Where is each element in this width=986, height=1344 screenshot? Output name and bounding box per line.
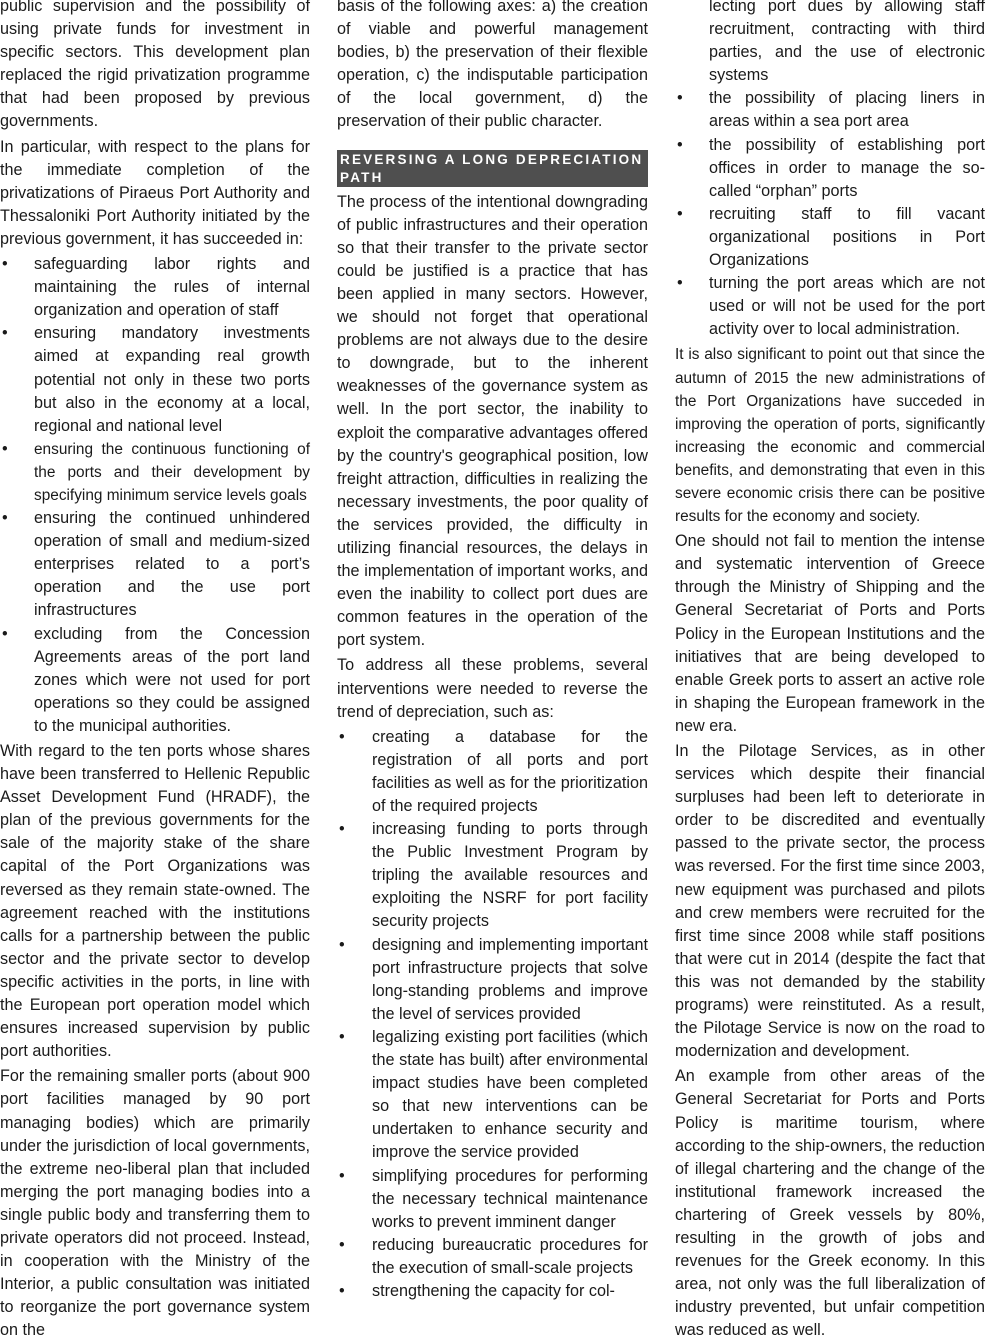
- list-item: • reducing bureaucratic procedures for the execution of small-scale projects: [339, 1235, 648, 1277]
- paragraph: An example from other areas of the General Secretariat for Ports and Ports Policy is maritime tourism, where according to the ship-owners, the reduction of illegal chartering and the change of the institutional framework increased the chartering of Greek vessels by 80%, resulting in the growth of jobs and revenues for the Greek economy. In this area, not only was the full liberalization of industry prevented, but unfair competition was reduced as well.: [675, 1067, 985, 1340]
- list-item: • turning the port areas which are not used or will not be used for the port activity over to local administration.: [677, 274, 985, 339]
- bullet-marker: •: [339, 1235, 345, 1254]
- bullet-marker: •: [677, 204, 683, 223]
- bullet-marker: •: [339, 1166, 345, 1185]
- list-item: • designing and implementing important port infrastructure projects that solve long-standing problems and improve the level of services provided: [339, 935, 648, 1023]
- bullet-list: [675, 0, 985, 341]
- text-column-left: [0, 0, 310, 1344]
- paragraph: The process of the intentional downgrading of public infrastructures and their operation so that their transfer to the private sector could be justified is a practice that has been applied in many sectors. However, we should not forget that operational problems are not always due to the desire to downgrade, but to the inherent weaknesses of the governance system as well. In the port sector, the inability to exploit the comparative advantages offered by the country's geographical position, low freight attraction, difficulties in realizing the necessary investments, the poor quality of the services provided, the difficulty in utilizing financial resources, the delays in the implementation of important works, and even the inability to collect port dues are common features in the operation of the port system.: [337, 192, 648, 650]
- bullet-marker: •: [2, 509, 8, 528]
- paragraph: To address all these problems, several interventions were needed to reverse the trend of depreciation, such as:: [337, 656, 648, 721]
- bullet-list: [0, 253, 310, 738]
- paragraph: It is also significant to point out that since the autumn of 2015 the new administrations of the Port Organizations have succeded in improving the operation of ports, significantly increasing the economic and commercial benefits, and demonstrating that even in this severe economic crisis there can be positive results for the economy and society.: [675, 346, 985, 526]
- list-item: • strengthening the capacity for col-: [337, 1280, 648, 1303]
- paragraph: With regard to the ten ports whose shares have been transferred to Hellenic Republic Asset Development Fund (HRADF), the plan of the previous governments for the sale of the majority stake of the share capital of the Port Organizations was reversed as they remain state-owned. The agreement reached with the institutions calls for a partnership between the public sector and the private sector to develop specific activities in the ports, in line with the European port operation model which ensures increased supervision by public port authorities.: [0, 742, 310, 1061]
- bullet-marker: •: [2, 624, 8, 643]
- list-item: • ensuring mandatory investments aimed at expanding real growth potential not only in these two ports but also in the economy at a local, regional and national level: [2, 324, 310, 435]
- section-heading: REVERSING A LONG DEPRECIATION PATH: [337, 150, 648, 187]
- bullet-marker: •: [339, 1027, 345, 1046]
- list-item-continued: lecting port dues by allowing staff recruitment, contracting with third parties, and the use of electronic systems: [709, 0, 985, 85]
- list-item: • legalizing existing port facilities (which the state has built) after environmental impact studies have been completed so that new interventions can be undertaken to enhance security and improve the service provided: [339, 1027, 648, 1162]
- bullet-marker: •: [2, 324, 8, 343]
- paragraph: For the remaining smaller ports (about 900 port facilities managed by 90 port managing bodies) which are primarily under the jurisdiction of local governments, the extreme neo-liberal plan that included merging the port managing bodies into a single public body and transferring them to private operators did not proceed. Instead, in cooperation with the Ministry of the Interior, a public consultation was initiated to reorganize the port governance system on the: [0, 1067, 310, 1340]
- paragraph: One should not fail to mention the intense and systematic intervention of Greece through the Ministry of Shipping and the General Secretariat of Ports and Ports Policy in the European Institutions and the initiatives that are being developed to enable Greek ports to assert an active role in shaping the European framework in the new era.: [675, 532, 985, 735]
- bullet-marker: •: [677, 89, 683, 108]
- bullet-marker: •: [2, 439, 8, 458]
- list-item: • excluding from the Concession Agreements areas of the port land zones which were not used for port operations so they could be assigned to the municipal authorities.: [2, 624, 310, 735]
- bullet-marker: •: [2, 255, 8, 274]
- bullet-marker: •: [339, 1281, 345, 1300]
- text-column-middle: [337, 0, 648, 1305]
- list-item: • increasing funding to ports through the Public Investment Program by tripling the available resources and exploiting the NSRF for port facility security projects: [339, 820, 648, 931]
- list-item: • ensuring the continuous functioning of the ports and their development by specifying minimum service levels goals: [2, 439, 310, 504]
- list-item: • safeguarding labor rights and maintaining the rules of internal organization and operation of staff: [2, 255, 310, 320]
- bullet-marker: •: [339, 935, 345, 954]
- paragraph: public supervision and the possibility of using private funds for investment in specific sectors. This development plan replaced the rigid privatization programme that had been proposed by previous governments.: [0, 0, 310, 131]
- text-column-right: [675, 0, 985, 1344]
- bullet-list: [337, 726, 648, 1303]
- bullet-marker: •: [677, 135, 683, 154]
- paragraph: basis of the following axes: a) the creation of viable and powerful management bodies, b) the preservation of their flexible operation, c) the indisputable participation of the local government, d) the preservation of their public character.: [337, 0, 648, 131]
- bullet-marker: •: [677, 274, 683, 293]
- paragraph: In the Pilotage Services, as in other services which despite their financial surpluses had been left to deteriorate in order to be discredited and eventually passed to the private sector, the process was reversed. For the first time since 2003, new equipment was purchased and pilots and crew members were recruited for the first time since 2008 while staff positions that were cut in 2014 (despite the fact that this was not demanded by the stability programs) were reinstituted. As a result, the Pilotage Service is now on the road to modernization and development.: [675, 742, 985, 1061]
- list-item: • ensuring the continued unhindered operation of small and medium-sized enterprises related to a port’s operation and the use port infrastructures: [2, 509, 310, 620]
- list-item: • the possibility of establishing port offices in order to manage the so-called “orphan” ports: [677, 135, 985, 200]
- bullet-marker: •: [339, 727, 345, 746]
- paragraph: In particular, with respect to the plans for the immediate completion of the privatizations of Piraeus Port Authority and Thessaloniki Port Authority initiated by the previous government, it has succeeded in:: [0, 137, 310, 248]
- bullet-marker: •: [339, 820, 345, 839]
- list-item: • simplifying procedures for performing the necessary technical maintenance works to prevent imminent danger: [339, 1166, 648, 1231]
- list-item: • recruiting staff to fill vacant organizational positions in Port Organizations: [677, 204, 985, 270]
- list-item: • the possibility of placing liners in areas within a sea port area: [677, 89, 985, 131]
- list-item: • creating a database for the registration of all ports and port facilities as well as for the prioritization of the required projects: [339, 727, 648, 815]
